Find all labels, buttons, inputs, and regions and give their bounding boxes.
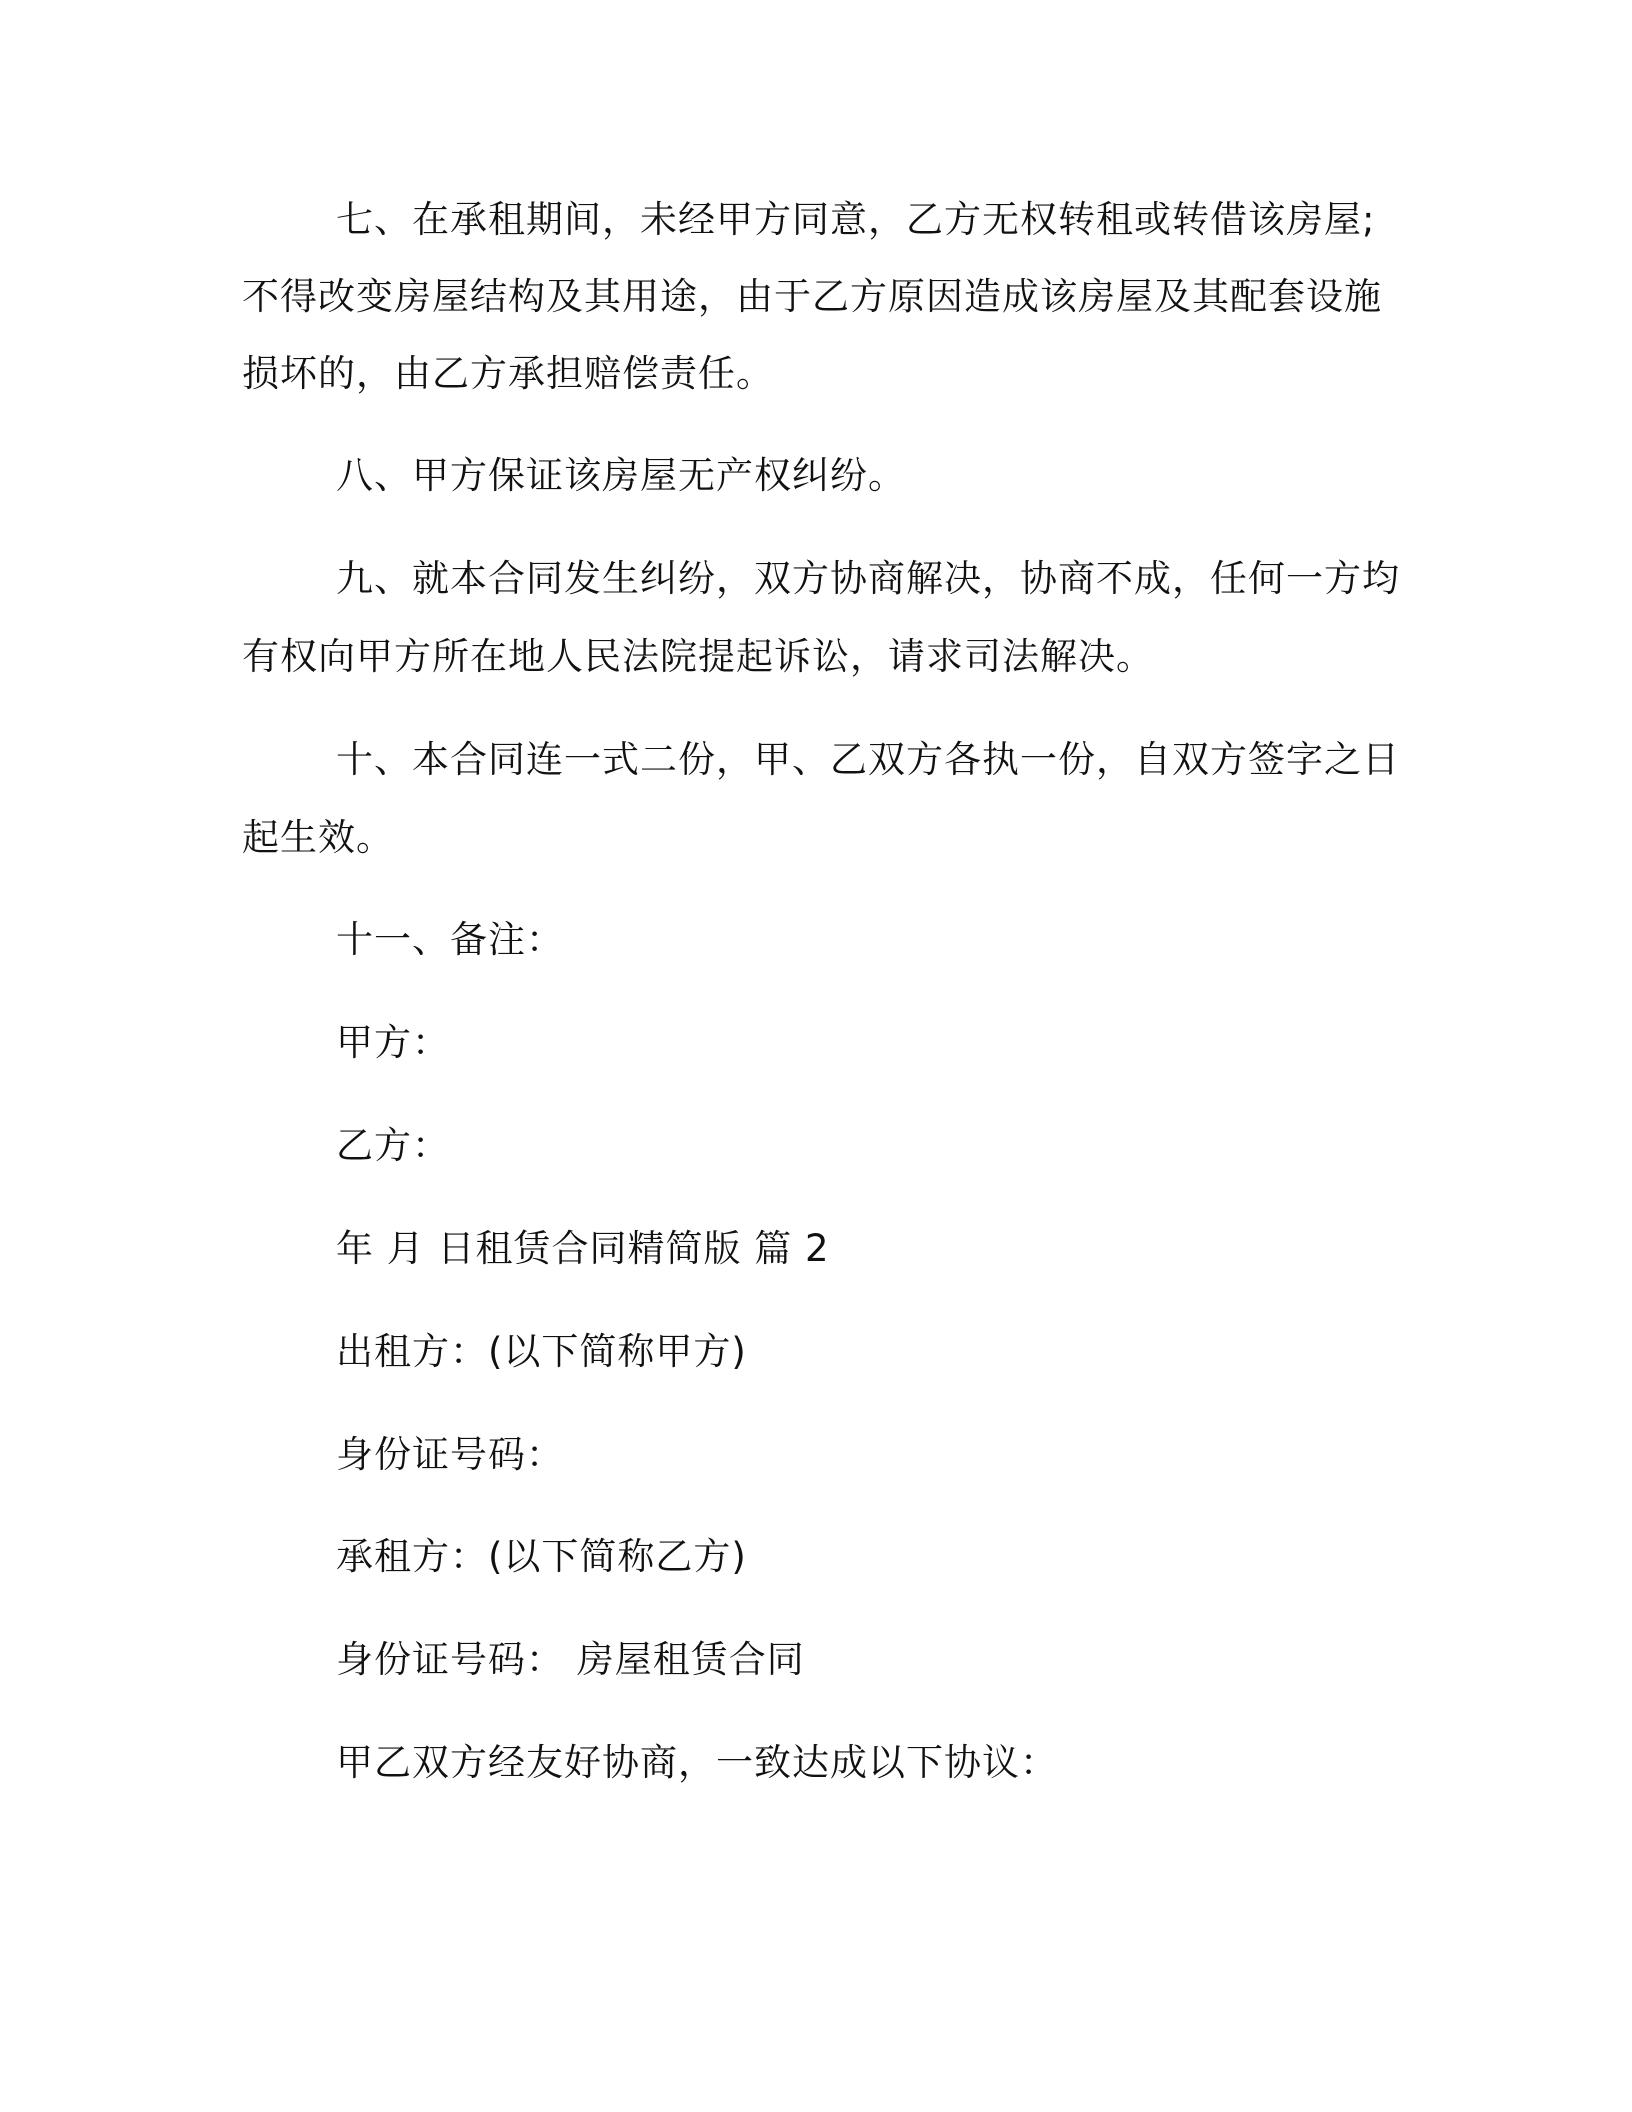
clause-8: 八、甲方保证该房屋无产权纠纷。 [336,454,906,497]
agreement-intro: 甲乙双方经友好协商，一致达成以下协议： [336,1741,1058,1784]
clause-11-remarks: 十一、备注： [336,918,564,961]
lessor-id-label: 身份证号码： [336,1433,564,1476]
lessor-label: 出租方：(以下简称甲方) [336,1330,747,1373]
lessee-label: 承租方：(以下简称乙方) [336,1535,747,1578]
clause-9-line-2: 有权向甲方所在地人民法院提起诉讼，请求司法解决。 [242,635,1154,678]
clause-7-line-3: 损坏的，由乙方承担赔偿责任。 [242,352,774,395]
clause-10-line-2: 起生效。 [242,816,394,859]
lessee-id-label: 身份证号码： 房屋租赁合同 [336,1638,805,1681]
section-heading: 年 月 日租赁合同精简版 篇 2 [336,1227,830,1270]
clause-7-line-1: 七、在承租期间，未经甲方同意，乙方无权转租或转借该房屋; [336,198,1376,241]
party-b-signature: 乙方： [336,1124,450,1167]
clause-7-line-2: 不得改变房屋结构及其用途，由于乙方原因造成该房屋及其配套设施 [242,275,1382,318]
clause-9-line-1: 九、就本合同发生纠纷，双方协商解决，协商不成，任何一方均 [336,557,1400,600]
party-a-signature: 甲方： [336,1021,450,1064]
clause-10-line-1: 十、本合同连一式二份，甲、乙双方各执一份，自双方签字之日 [336,738,1400,781]
